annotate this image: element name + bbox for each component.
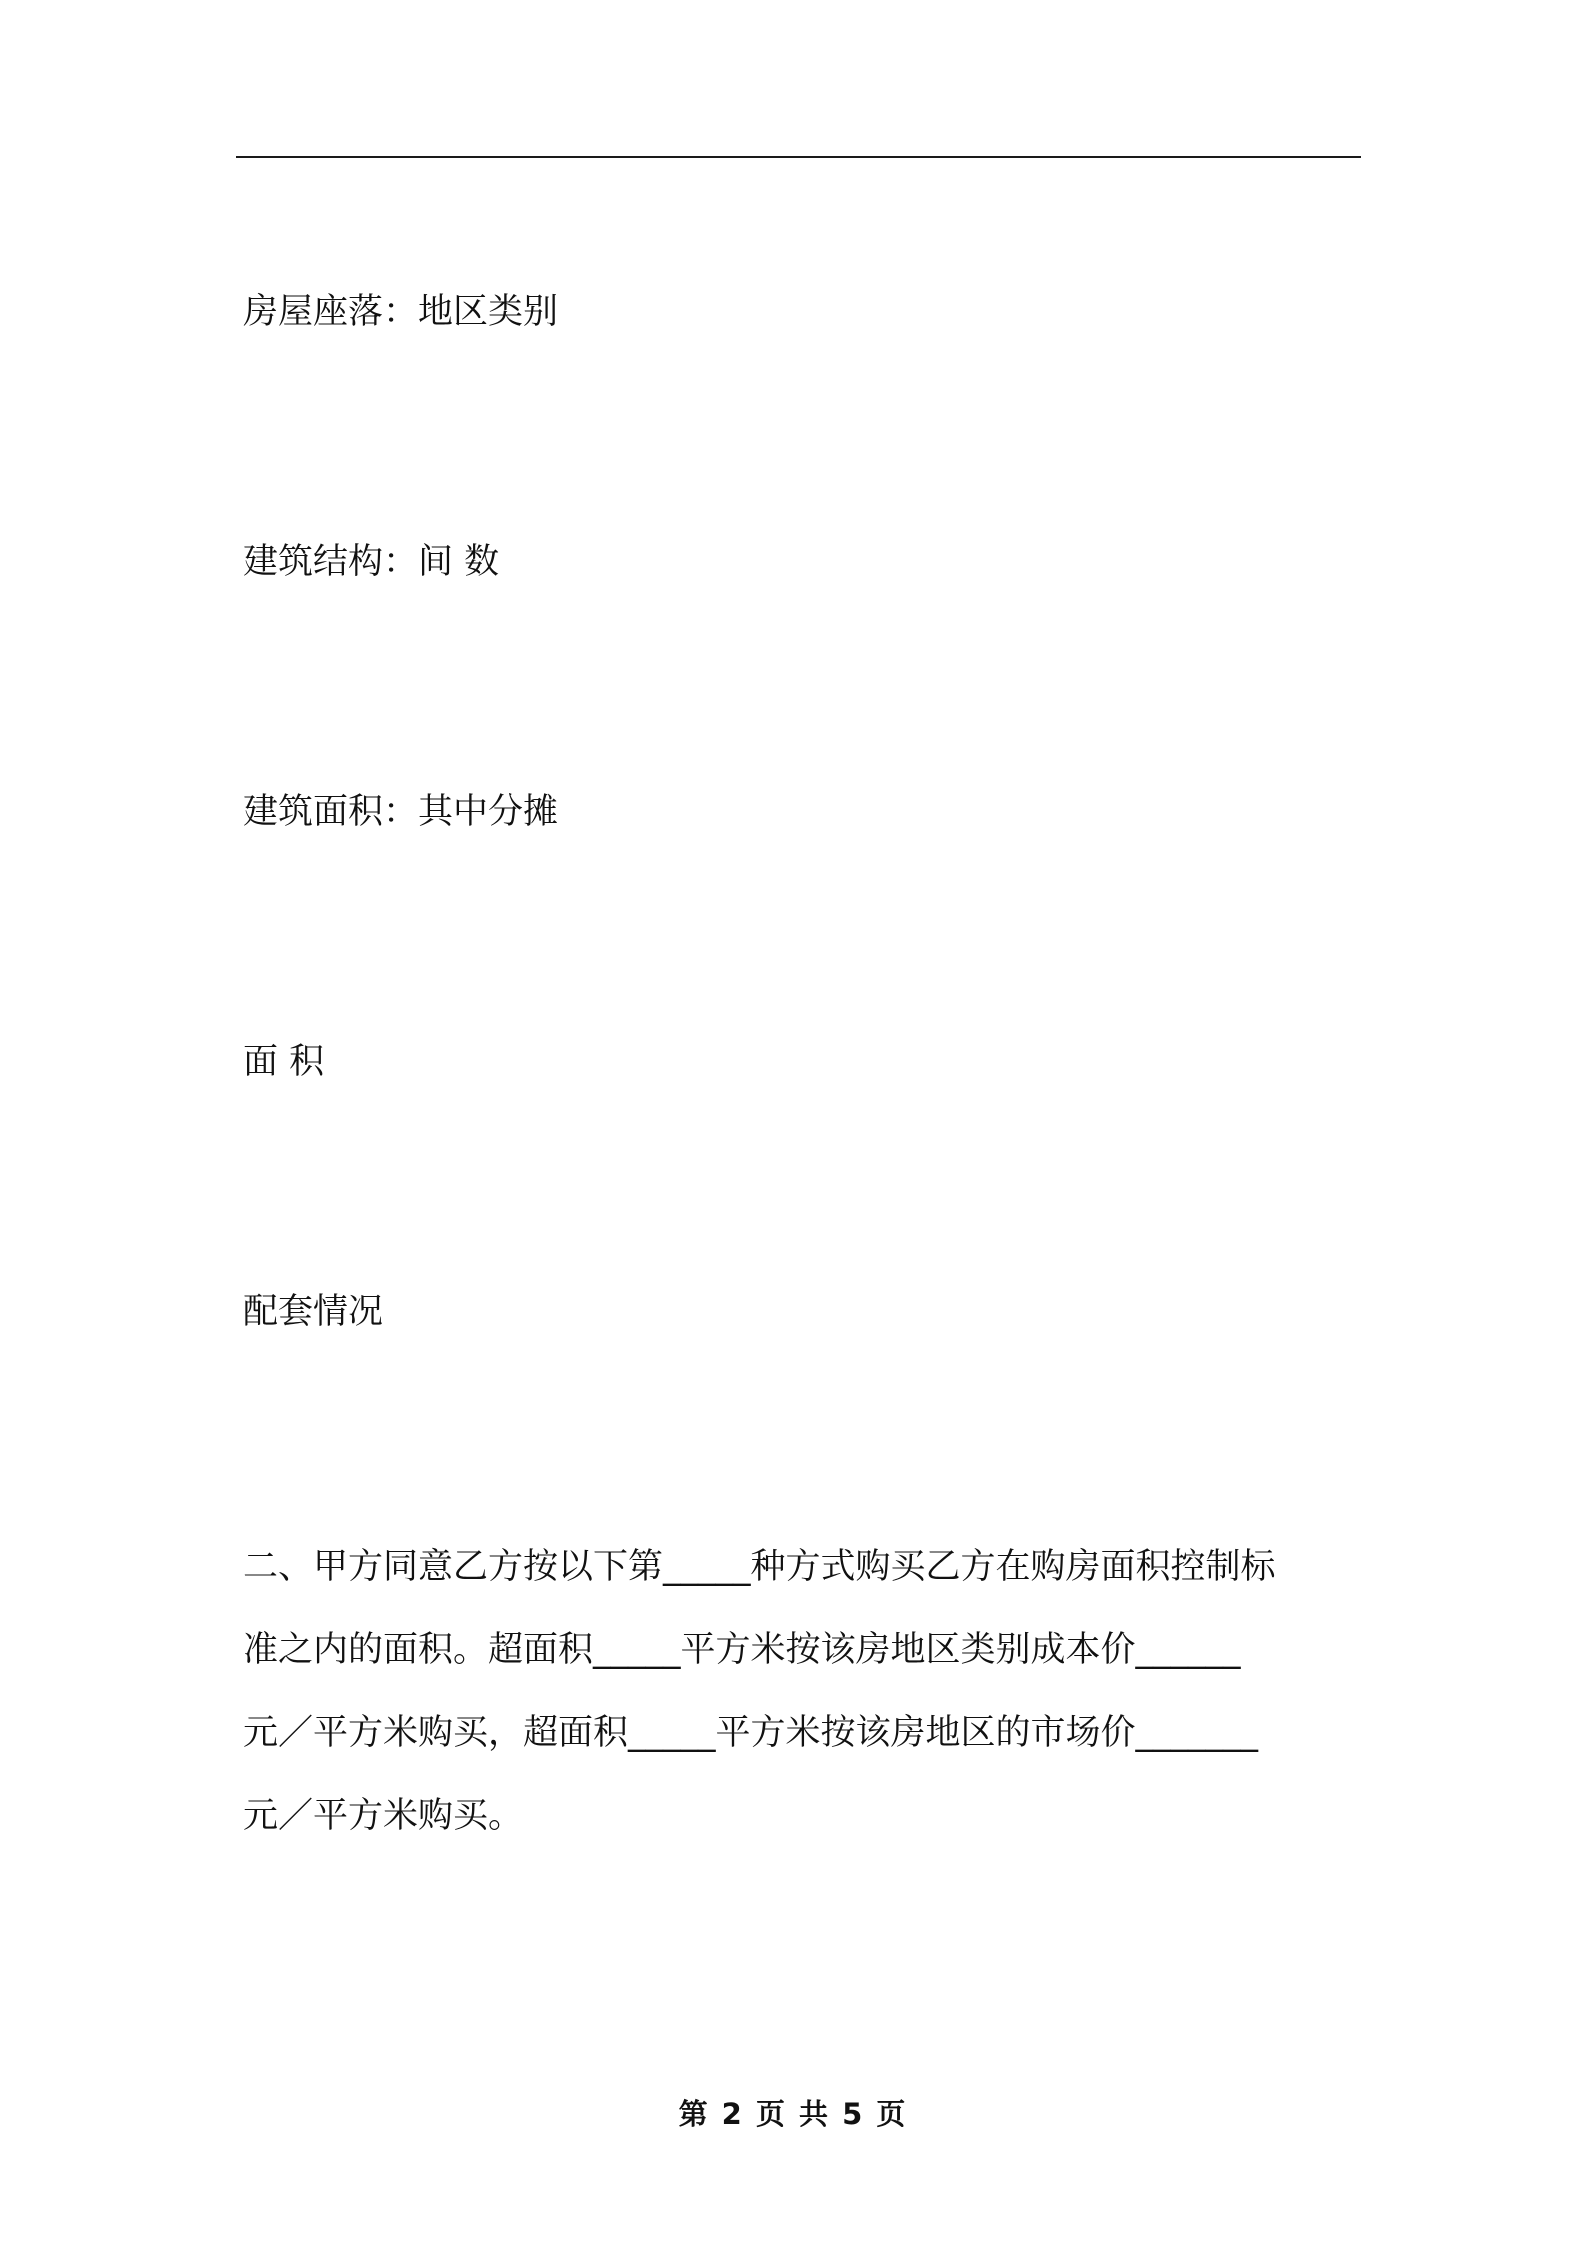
field-building-area: 建筑面积：其中分摊 <box>243 792 559 832</box>
field-area: 面 积 <box>243 1042 325 1082</box>
clause-2-line: 元／平方米购买，超面积_____平方米按该房地区的市场价_______ <box>243 1713 1259 1753</box>
field-facilities: 配套情况 <box>243 1292 384 1332</box>
page-number: 第 2 页 共 5 页 <box>678 2097 908 2131</box>
field-structure: 建筑结构：间 数 <box>243 542 500 582</box>
field-location: 房屋座落：地区类别 <box>243 292 559 332</box>
header-rule <box>236 156 1361 158</box>
clause-2-line: 元／平方米购买。 <box>243 1796 524 1836</box>
clause-2-line: 二、甲方同意乙方按以下第_____种方式购买乙方在购房面积控制标 <box>243 1547 1276 1587</box>
clause-2-line: 准之内的面积。超面积_____平方米按该房地区类别成本价______ <box>243 1630 1241 1670</box>
